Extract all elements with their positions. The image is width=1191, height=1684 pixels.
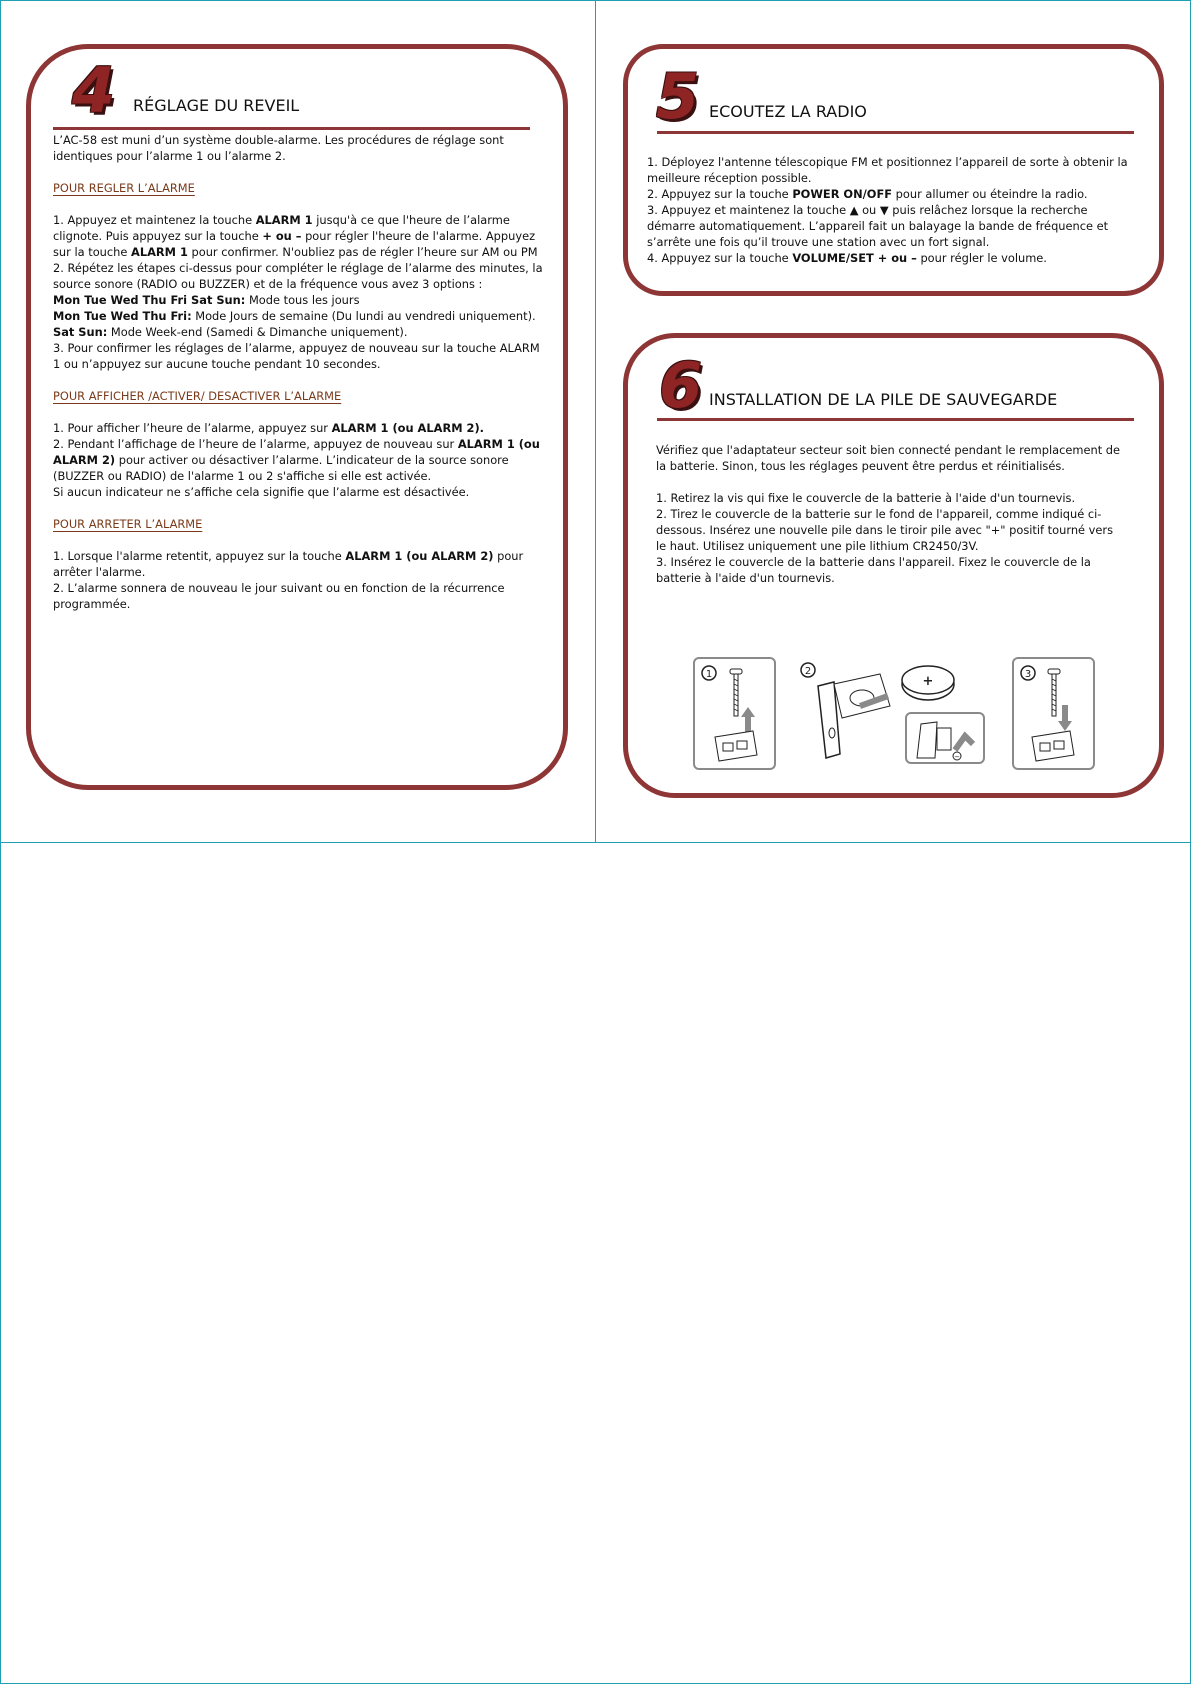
stop-step-2: 2. L’alarme sonnera de nouveau le jour suivant ou en fonction de la récurrence programmée. xyxy=(53,581,505,611)
backup-step-3: 3. Insérez le couvercle de la batterie dans l'appareil. Fixez le couvercle de la batterie à l'aide d'un tournevis. xyxy=(656,555,1091,585)
radio-step-4: 4. Appuyez sur la touche VOLUME/SET + ou – pour régler le volume. xyxy=(647,251,1047,265)
section-6-rule xyxy=(657,418,1134,421)
set-step-3: 3. Pour confirmer les réglages de l’alarme, appuyez de nouveau sur la touche ALARM 1 ou n’appuyez sur aucune touche pendant 10 secondes. xyxy=(53,341,540,371)
section-5-number: 5 xyxy=(656,60,700,133)
section-6-title: INSTALLATION DE LA PILE DE SAUVEGARDE xyxy=(709,390,1058,409)
radio-step-1: 1. Déployez l'antenne télescopique FM et positionnez l’appareil de sorte à obtenir la meilleure réception possible. xyxy=(647,155,1128,185)
battery-minus-mark: − xyxy=(954,753,960,761)
radio-step-2: 2. Appuyez sur la touche POWER ON/OFF pour allumer ou éteindre la radio. xyxy=(647,187,1088,201)
page-divider xyxy=(0,842,1191,843)
show-step-2: 2. Pendant l’affichage de l’heure de l’alarme, appuyez de nouveau sur ALARM 1 (ou ALARM 2) pour activer ou désactiver l’alarme. L’indicateur de la source sonore (BUZZER ou RADIO) de l'alarme 1 ou 2 s'affiche si elle est activée. xyxy=(53,437,540,483)
show-step-3: Si aucun indicateur ne s’affiche cela signifie que l’alarme est désactivée. xyxy=(53,485,470,499)
column-divider xyxy=(595,0,596,842)
screw-remove-illustration xyxy=(695,659,774,768)
battery-detail-illustration xyxy=(907,714,983,762)
figure-1-label: 1 xyxy=(705,669,713,680)
figure-3-label: 3 xyxy=(1024,669,1032,680)
section-6-number: 6 xyxy=(659,349,703,422)
backup-step-2: 2. Tirez le couvercle de la batterie sur le fond de l'appareil, comme indiqué ci-dessous. Insérez une nouvelle pile dans le tiroir pile avec "+" positif tourné vers le haut. Utilisez uniquement une pile lithium CR2450/3V. xyxy=(656,507,1114,553)
set-step-2: 2. Répétez les étapes ci-dessus pour compléter le réglage de l’alarme des minutes, la source sonore (RADIO ou BUZZER) et de la fréquence vous avez 3 options : xyxy=(53,261,543,291)
section-5-title: ECOUTEZ LA RADIO xyxy=(709,102,867,121)
heading-show-alarm: POUR AFFICHER /ACTIVER/ DESACTIVER L’ALARME xyxy=(53,389,342,403)
figure-3-refit-screw xyxy=(1012,657,1095,770)
option-every-day: Mon Tue Wed Thu Fri Sat Sun: Mode tous les jours xyxy=(53,293,360,307)
figure-2-insert-battery xyxy=(800,658,990,773)
heading-set-alarm: POUR REGLER L’ALARME xyxy=(53,181,195,195)
section-6-body xyxy=(656,442,1122,586)
backup-step-1: 1. Retirez la vis qui fixe le couvercle de la batterie à l'aide d'un tournevis. xyxy=(656,491,1076,505)
figure-2-label: 2 xyxy=(804,666,812,677)
show-step-1: 1. Pour afficher l’heure de l’alarme, appuyez sur ALARM 1 (ou ALARM 2). xyxy=(53,421,484,435)
screw-refit-illustration xyxy=(1014,659,1093,768)
section-5-rule xyxy=(657,131,1134,134)
set-step-1: 1. Appuyez et maintenez la touche ALARM 1 jusqu'à ce que l'heure de l’alarme clignote. Puis appuyez sur la touche + ou – pour régler l'heure de l'alarme. Appuyez sur la touche ALARM 1 pour confirmer. N'oubliez pas de régler l’heure sur AM ou PM xyxy=(53,213,538,259)
section-4-title: RÉGLAGE DU REVEIL xyxy=(133,96,300,115)
battery-detail-inset xyxy=(905,712,985,764)
heading-stop-alarm: POUR ARRETER L’ALARME xyxy=(53,517,203,531)
section-4-rule xyxy=(53,127,530,130)
radio-step-3: 3. Appuyez et maintenez la touche ▲ ou ▼ puis relâchez lorsque la recherche démarre automatiquement. L’appareil fait un balayage la bande de fréquence et s’arrête une fois qu’il trouve une station avec un fort signal. xyxy=(647,203,1109,249)
option-weekend: Sat Sun: Mode Week-end (Samedi & Dimanche uniquement). xyxy=(53,325,408,339)
backup-intro: Vérifiez que l'adaptateur secteur soit bien connecté pendant le remplacement de la batterie. Sinon, tous les réglages peuvent être perdus et réinitialisés. xyxy=(656,443,1121,473)
section-4-body xyxy=(53,132,547,612)
section-4-number: 4 xyxy=(72,54,116,127)
stop-step-1: 1. Lorsque l'alarme retentit, appuyez sur la touche ALARM 1 (ou ALARM 2) pour arrêter l'alarme. xyxy=(53,549,524,579)
figure-1-remove-screw xyxy=(693,657,776,770)
option-weekdays: Mon Tue Wed Thu Fri: Mode Jours de semaine (Du lundi au vendredi uniquement). xyxy=(53,309,536,323)
section-5-body xyxy=(647,154,1136,266)
intro-text: L’AC-58 est muni d’un système double-alarme. Les procédures de réglage sont identiques pour l’alarme 1 ou l’alarme 2. xyxy=(53,133,504,163)
battery-plus-mark: + xyxy=(922,674,934,689)
